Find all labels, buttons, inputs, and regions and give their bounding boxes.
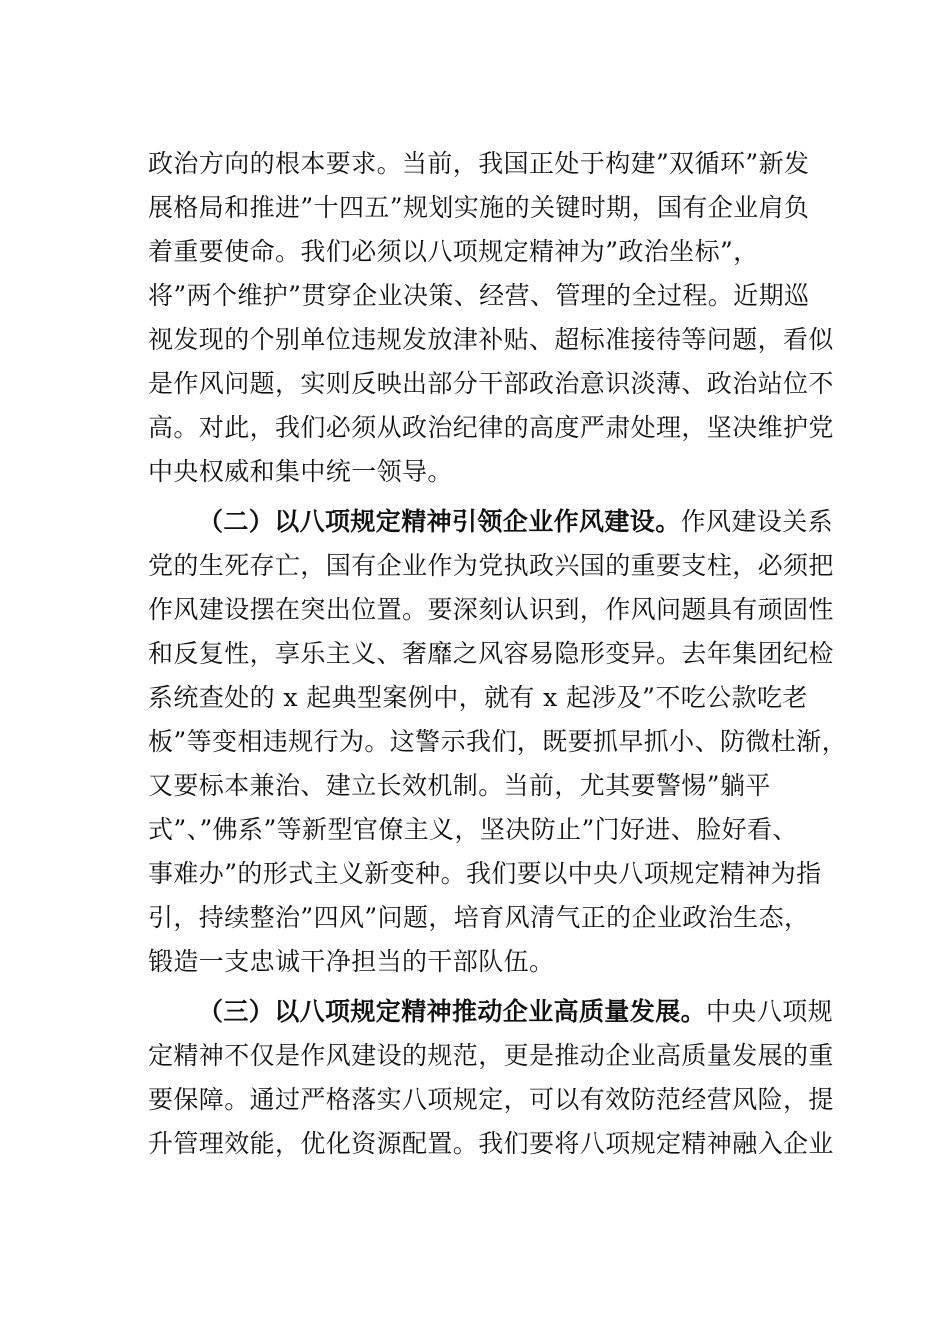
paragraph-line: 又要标本兼治、建立长效机制。当前，尤其要警惕”躺平 — [148, 771, 771, 800]
paragraph-line: 要保障。通过严格落实八项规定，可以有效防范经营风险，提 — [148, 1085, 834, 1114]
section-2-lead-text: 作风建设关系 — [680, 507, 834, 536]
section-3-lead-text: 中央八项规 — [706, 997, 834, 1026]
paragraph-line: 高。对此，我们必须从政治纪律的高度严肃处理，坚决维护党 — [148, 413, 834, 442]
paragraph-line: 作风建设摆在突出位置。要深刻认识到，作风问题具有顽固性 — [148, 595, 834, 624]
section-3-first-line — [198, 990, 888, 1034]
paragraph-line: 系统查处的 x 起典型案例中，就有 x 起涉及”不吃公款吃老 — [148, 683, 808, 712]
paragraph-line: 引，持续整治”四风”问题，培育风清气正的企业政治生态， — [148, 903, 810, 932]
paragraph-line: 将”两个维护”贯穿企业决策、经营、管理的全过程。近期巡 — [148, 281, 810, 310]
paragraph-line: 锻造一支忠诚干净担当的干部队伍。 — [148, 947, 555, 976]
paragraph-line: 板”等变相违规行为。这警示我们，既要抓早抓小、防微杜渐， — [148, 727, 847, 756]
paragraph-line: 和反复性，享乐主义、奢靡之风容易隐形变异。去年集团纪检 — [148, 639, 834, 668]
section-2-heading: （二）以八项规定精神引领企业作风建设。 — [198, 507, 681, 536]
paragraph-line: 中央权威和集中统一领导。 — [148, 457, 453, 486]
paragraph-line: 是作风问题，实则反映出部分干部政治意识淡薄、政治站位不 — [148, 369, 834, 398]
paragraph-line: 定精神不仅是作风建设的规范，更是推动企业高质量发展的重 — [148, 1041, 834, 1070]
paragraph-line: 升管理效能，优化资源配置。我们要将八项规定精神融入企业 — [148, 1129, 834, 1158]
paragraph-line: 展格局和推进”十四五”规划实施的关键时期，国有企业肩负 — [148, 193, 810, 222]
paragraph-line: 事难办”的形式主义新变种。我们要以中央八项规定精神为指 — [148, 859, 822, 888]
paragraph-line: 政治方向的根本要求。当前，我国正处于构建”双循环”新发 — [148, 149, 810, 178]
section-3-heading: （三）以八项规定精神推动企业高质量发展。 — [198, 997, 707, 1026]
paragraph-line: 着重要使命。我们必须以八项规定精神为”政治坐标”， — [148, 237, 759, 266]
paragraph-line: 式”、”佛系”等新型官僚主义，坚决防止”门好进、脸好看、 — [148, 815, 798, 844]
paragraph-line: 党的生死存亡，国有企业作为党执政兴国的重要支柱，必须把 — [148, 551, 834, 580]
paragraph-line: 视发现的个别单位违规发放津补贴、超标准接待等问题，看似 — [148, 325, 834, 354]
section-2-first-line — [198, 500, 888, 544]
